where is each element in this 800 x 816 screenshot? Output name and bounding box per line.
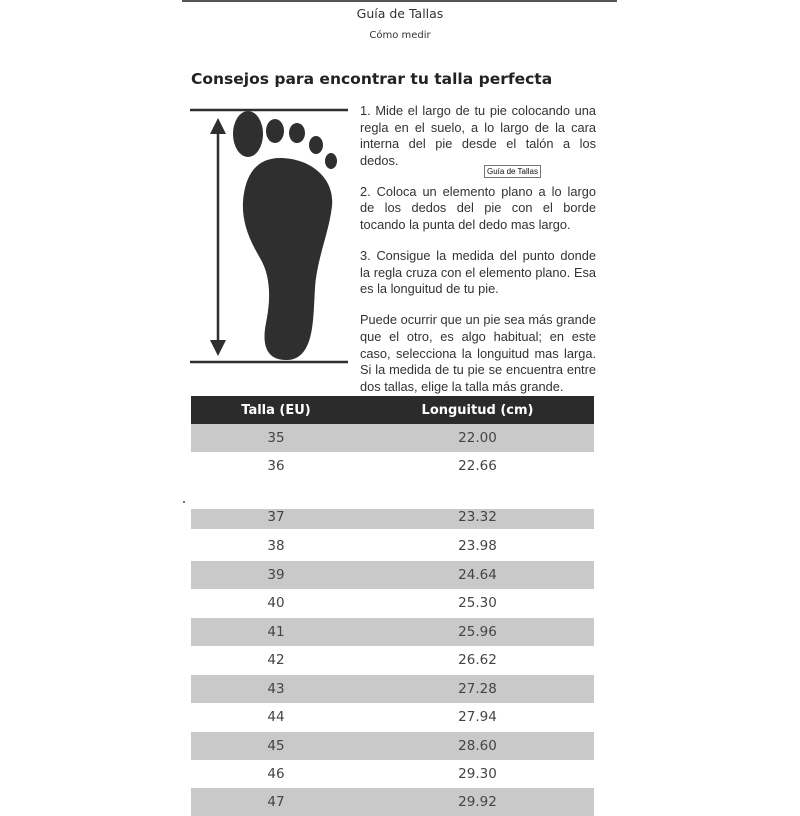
length-cell: 27.94 [458,709,497,725]
size-cell: 40 [267,595,285,611]
instruction-step-1: 1. Mide el largo de tu pie colocando una regla en el suelo, a lo largo de la cara interna del pie desde el talón a los dedos. [360,103,596,168]
section-heading: Consejos para encontrar tu talla perfecta [191,70,553,88]
length-cell: 27.28 [458,681,497,697]
table-row [191,646,594,674]
length-cell: 26.62 [458,652,497,668]
table-row [191,788,594,816]
instruction-step-3: 3. Consigue la medida del punto donde la regla cruza con el elemento plano. Esa es la longuitud de tu pie. [360,248,596,297]
table-row [191,732,594,760]
length-cell: 29.92 [458,794,497,810]
instruction-note: Puede ocurrir que un pie sea más grande que el otro, es algo habitual; en este caso, selecciona la longuitud mas larga. Si la medida de tu pie se encuentra entre dos tallas, elige la talla más grande. [360,312,596,394]
size-cell: 41 [267,624,285,640]
size-table [191,396,594,810]
header-size: Talla (EU) [241,402,311,418]
length-cell: 22.66 [458,458,497,474]
page-subtitle: Cómo medir [369,30,431,41]
size-cell: 35 [267,430,285,446]
table-row [191,424,594,452]
table-row [191,452,594,480]
double-arrow-icon [210,118,226,356]
table-header [191,396,594,424]
table-row [191,703,594,731]
table-row [191,561,594,589]
page-title: Guía de Tallas [356,6,444,21]
size-cell: 37 [267,509,285,525]
instructions-text [360,103,596,410]
size-cell: 46 [267,766,285,782]
length-cell: 23.98 [458,538,497,554]
size-cell: 42 [267,652,285,668]
length-cell: 24.64 [458,567,497,583]
instruction-step-2: 2. Coloca un elemento plano a lo largo de los dedos del pie con el borde tocando la punta del dedo mas largo. [360,183,596,233]
length-cell: 23.32 [458,509,497,525]
size-cell: 45 [267,738,285,754]
length-cell: 25.30 [458,595,497,611]
header-length: Longuitud (cm) [421,402,534,418]
size-cell: 36 [267,458,285,474]
size-cell: 44 [267,709,285,725]
length-cell: 22.00 [458,430,497,446]
tooltip: Guía de Tallas [484,165,541,178]
top-divider [182,0,617,2]
table-row [191,618,594,646]
size-cell: 47 [267,794,285,810]
table-row [191,675,594,703]
size-cell: 38 [267,538,285,554]
size-cell: 39 [267,567,285,583]
size-cell: 43 [267,681,285,697]
table-row [191,532,594,560]
foot-silhouette-icon [190,108,348,366]
length-cell: 28.60 [458,738,497,754]
table-row [191,589,594,617]
length-cell: 29.30 [458,766,497,782]
stray-dot [183,501,185,503]
foot-measure-illustration [190,108,348,366]
length-cell: 25.96 [458,624,497,640]
table-row [191,760,594,788]
table-row [191,509,594,529]
